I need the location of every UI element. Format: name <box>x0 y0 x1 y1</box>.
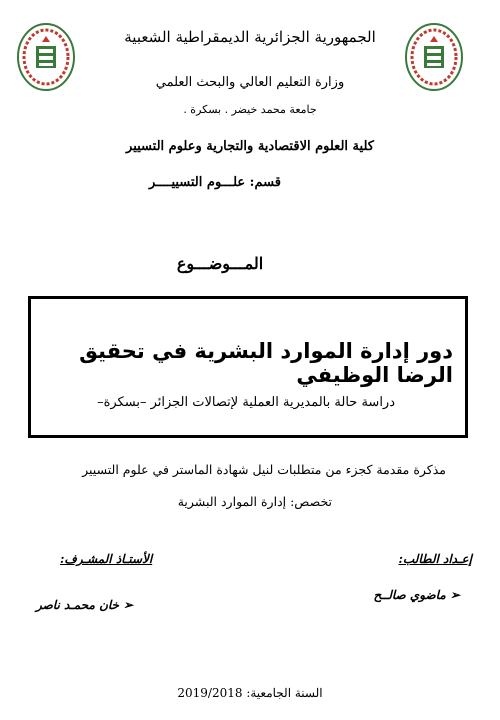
republic-heading: الجمهورية الجزائرية الديمقراطية الشعبية <box>124 28 376 46</box>
specialization: تخصص: إدارة الموارد البشرية <box>177 494 332 509</box>
student-name-row <box>373 588 460 602</box>
thesis-title: دور إدارة الموارد البشرية في تحقيق الرضا الوظيفي <box>79 339 453 387</box>
faculty-heading: كلية العلوم الاقتصادية والتجارية وعلوم التسيير <box>126 139 374 154</box>
student-label: إعـداد الطالب: <box>398 552 472 566</box>
pointer-arrow-icon: ➢ <box>118 598 134 612</box>
ministry-heading: وزارة التعليم العالي والبحث العلمي <box>155 75 345 90</box>
supervisor-name: خان محمـد ناصر <box>36 598 119 612</box>
university-heading: جامعة محمد خيضر . بسكرة . <box>183 103 317 116</box>
supervisor-name-row <box>36 598 133 612</box>
thesis-subtitle: دراسة حالة بالمديرية العملية لإتصالات الجزائر –بسكرة– <box>97 395 395 410</box>
thesis-title-box <box>28 296 468 438</box>
student-name: ماضوي صالــح <box>373 588 446 602</box>
pointer-arrow-icon: ➢ <box>445 588 460 602</box>
academic-year: السنة الجامعية: 2019/2018 <box>177 686 323 700</box>
supervisor-label: الأستـاذ المشـرف: <box>60 552 153 566</box>
department-heading: قسم: علـــوم التسييــــر <box>149 175 281 190</box>
subject-label: المـــوضـــوع <box>176 254 264 273</box>
memo-statement: مذكرة مقدمة كجزء من متطلبات لنيل شهادة الماستر في علوم التسيير <box>82 462 446 477</box>
